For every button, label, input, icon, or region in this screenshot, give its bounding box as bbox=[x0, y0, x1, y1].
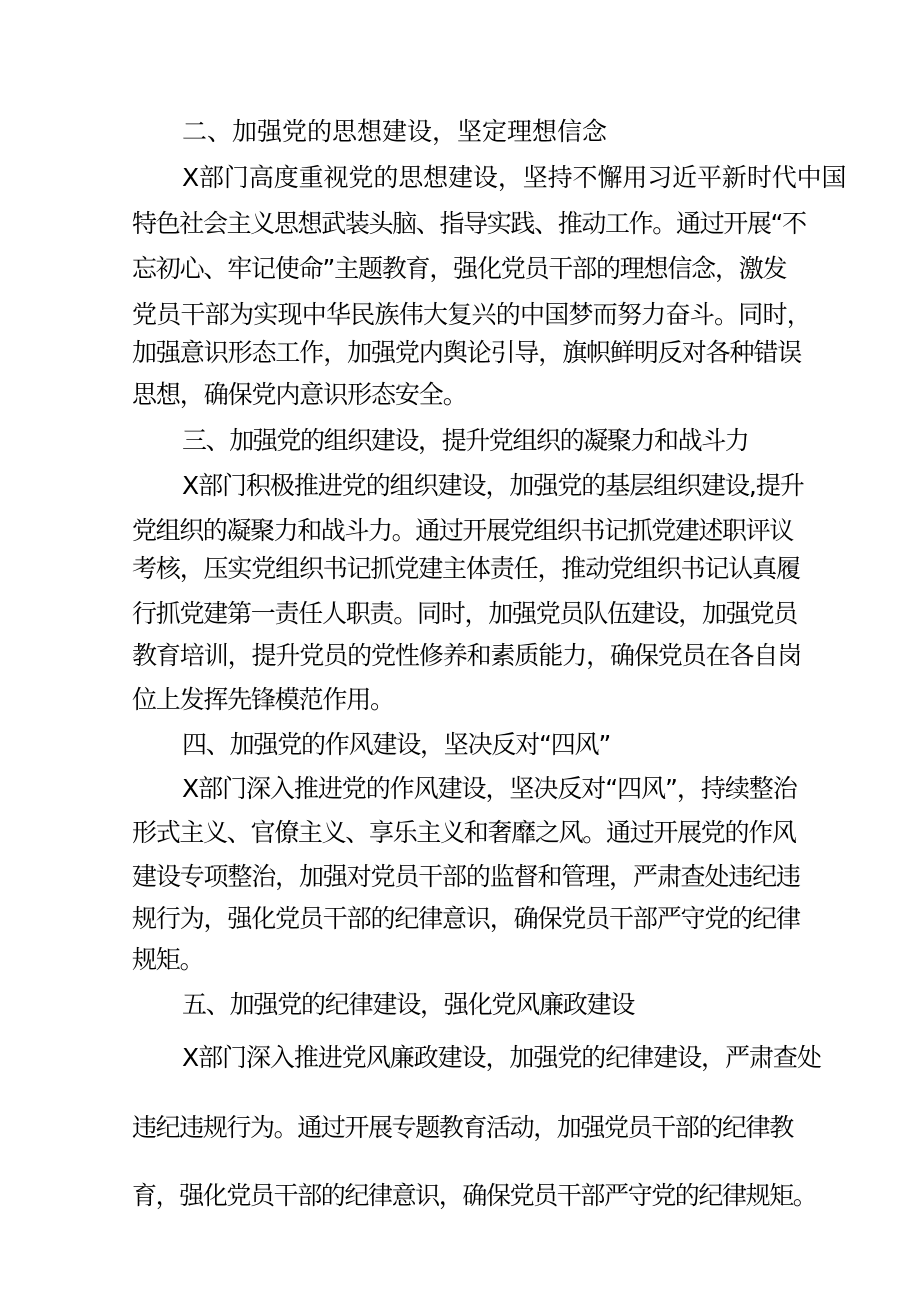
paragraph-line: 形式主义、官僚主义、享乐主义和奢靡之风。通过开展党的作风 bbox=[132, 818, 796, 847]
paragraph-line: 行抓党建第一责任人职责。同时，加强党员队伍建设，加强党员 bbox=[132, 599, 798, 628]
paragraph-line: 教育培训，提升党员的党性修养和素质能力，确保党员在各自岗 bbox=[132, 641, 802, 670]
section-heading: 二、加强党的思想建设，坚定理想信念 bbox=[182, 117, 608, 146]
section-heading: 四、加强党的作风建设，坚决反对“四风” bbox=[182, 730, 611, 759]
paragraph-line: 忘初心、牢记使命”主题教育，强化党员干部的理想信念，激发 bbox=[132, 254, 787, 283]
section-heading: 五、加强党的纪律建设，强化党风廉政建设 bbox=[182, 990, 635, 1019]
paragraph-line: 规行为，强化党员干部的纪律意识，确保党员干部严守党的纪律 bbox=[132, 904, 800, 933]
paragraph-line: 党员干部为实现中华民族伟大复兴的中国梦而努力奋斗。同时， bbox=[132, 300, 812, 329]
paragraph-line: 思想，确保党内意识形态安全。 bbox=[132, 380, 467, 409]
paragraph-line: 位上发挥先锋模范作用。 bbox=[132, 685, 394, 714]
paragraph-line: 考核，压实党组织书记抓党建主体责任，推动党组织书记认真履 bbox=[132, 554, 800, 583]
paragraph-line: 党组织的凝聚力和战斗力。通过开展党组织书记抓党建述职评议 bbox=[132, 516, 793, 545]
paragraph-line: X部门深入推进党风廉政建设，加强党的纪律建设，严肃查处 bbox=[182, 1043, 821, 1072]
paragraph-line: 加强意识形态工作，加强党内舆论引导，旗帜鲜明反对各种错误 bbox=[132, 338, 802, 367]
paragraph-line: 建设专项整治，加强对党员干部的监督和管理，严肃查处违纪违 bbox=[132, 862, 800, 891]
paragraph-line: 特色社会主义思想武装头脑、指导实践、推动工作。通过开展“不 bbox=[132, 209, 806, 238]
paragraph-line: 规矩。 bbox=[132, 945, 204, 974]
paragraph-line: X部门深入推进党的作风建设，坚决反对“四风”，持续整治 bbox=[182, 774, 797, 803]
paragraph-line: X部门高度重视党的思想建设，坚持不懈用习近平新时代中国 bbox=[182, 163, 847, 192]
paragraph-line: 违纪违规行为。通过开展专题教育活动，加强党员干部的纪律教 bbox=[132, 1113, 793, 1142]
paragraph-line: 育，强化党员干部的纪律意识，确保党员干部严守党的纪律规矩。 bbox=[132, 1181, 817, 1210]
paragraph-line: X部门积极推进党的组织建设，加强党的基层组织建设,提升 bbox=[182, 471, 804, 500]
section-heading: 三、加强党的组织建设，提升党组织的凝聚力和战斗力 bbox=[182, 426, 749, 455]
